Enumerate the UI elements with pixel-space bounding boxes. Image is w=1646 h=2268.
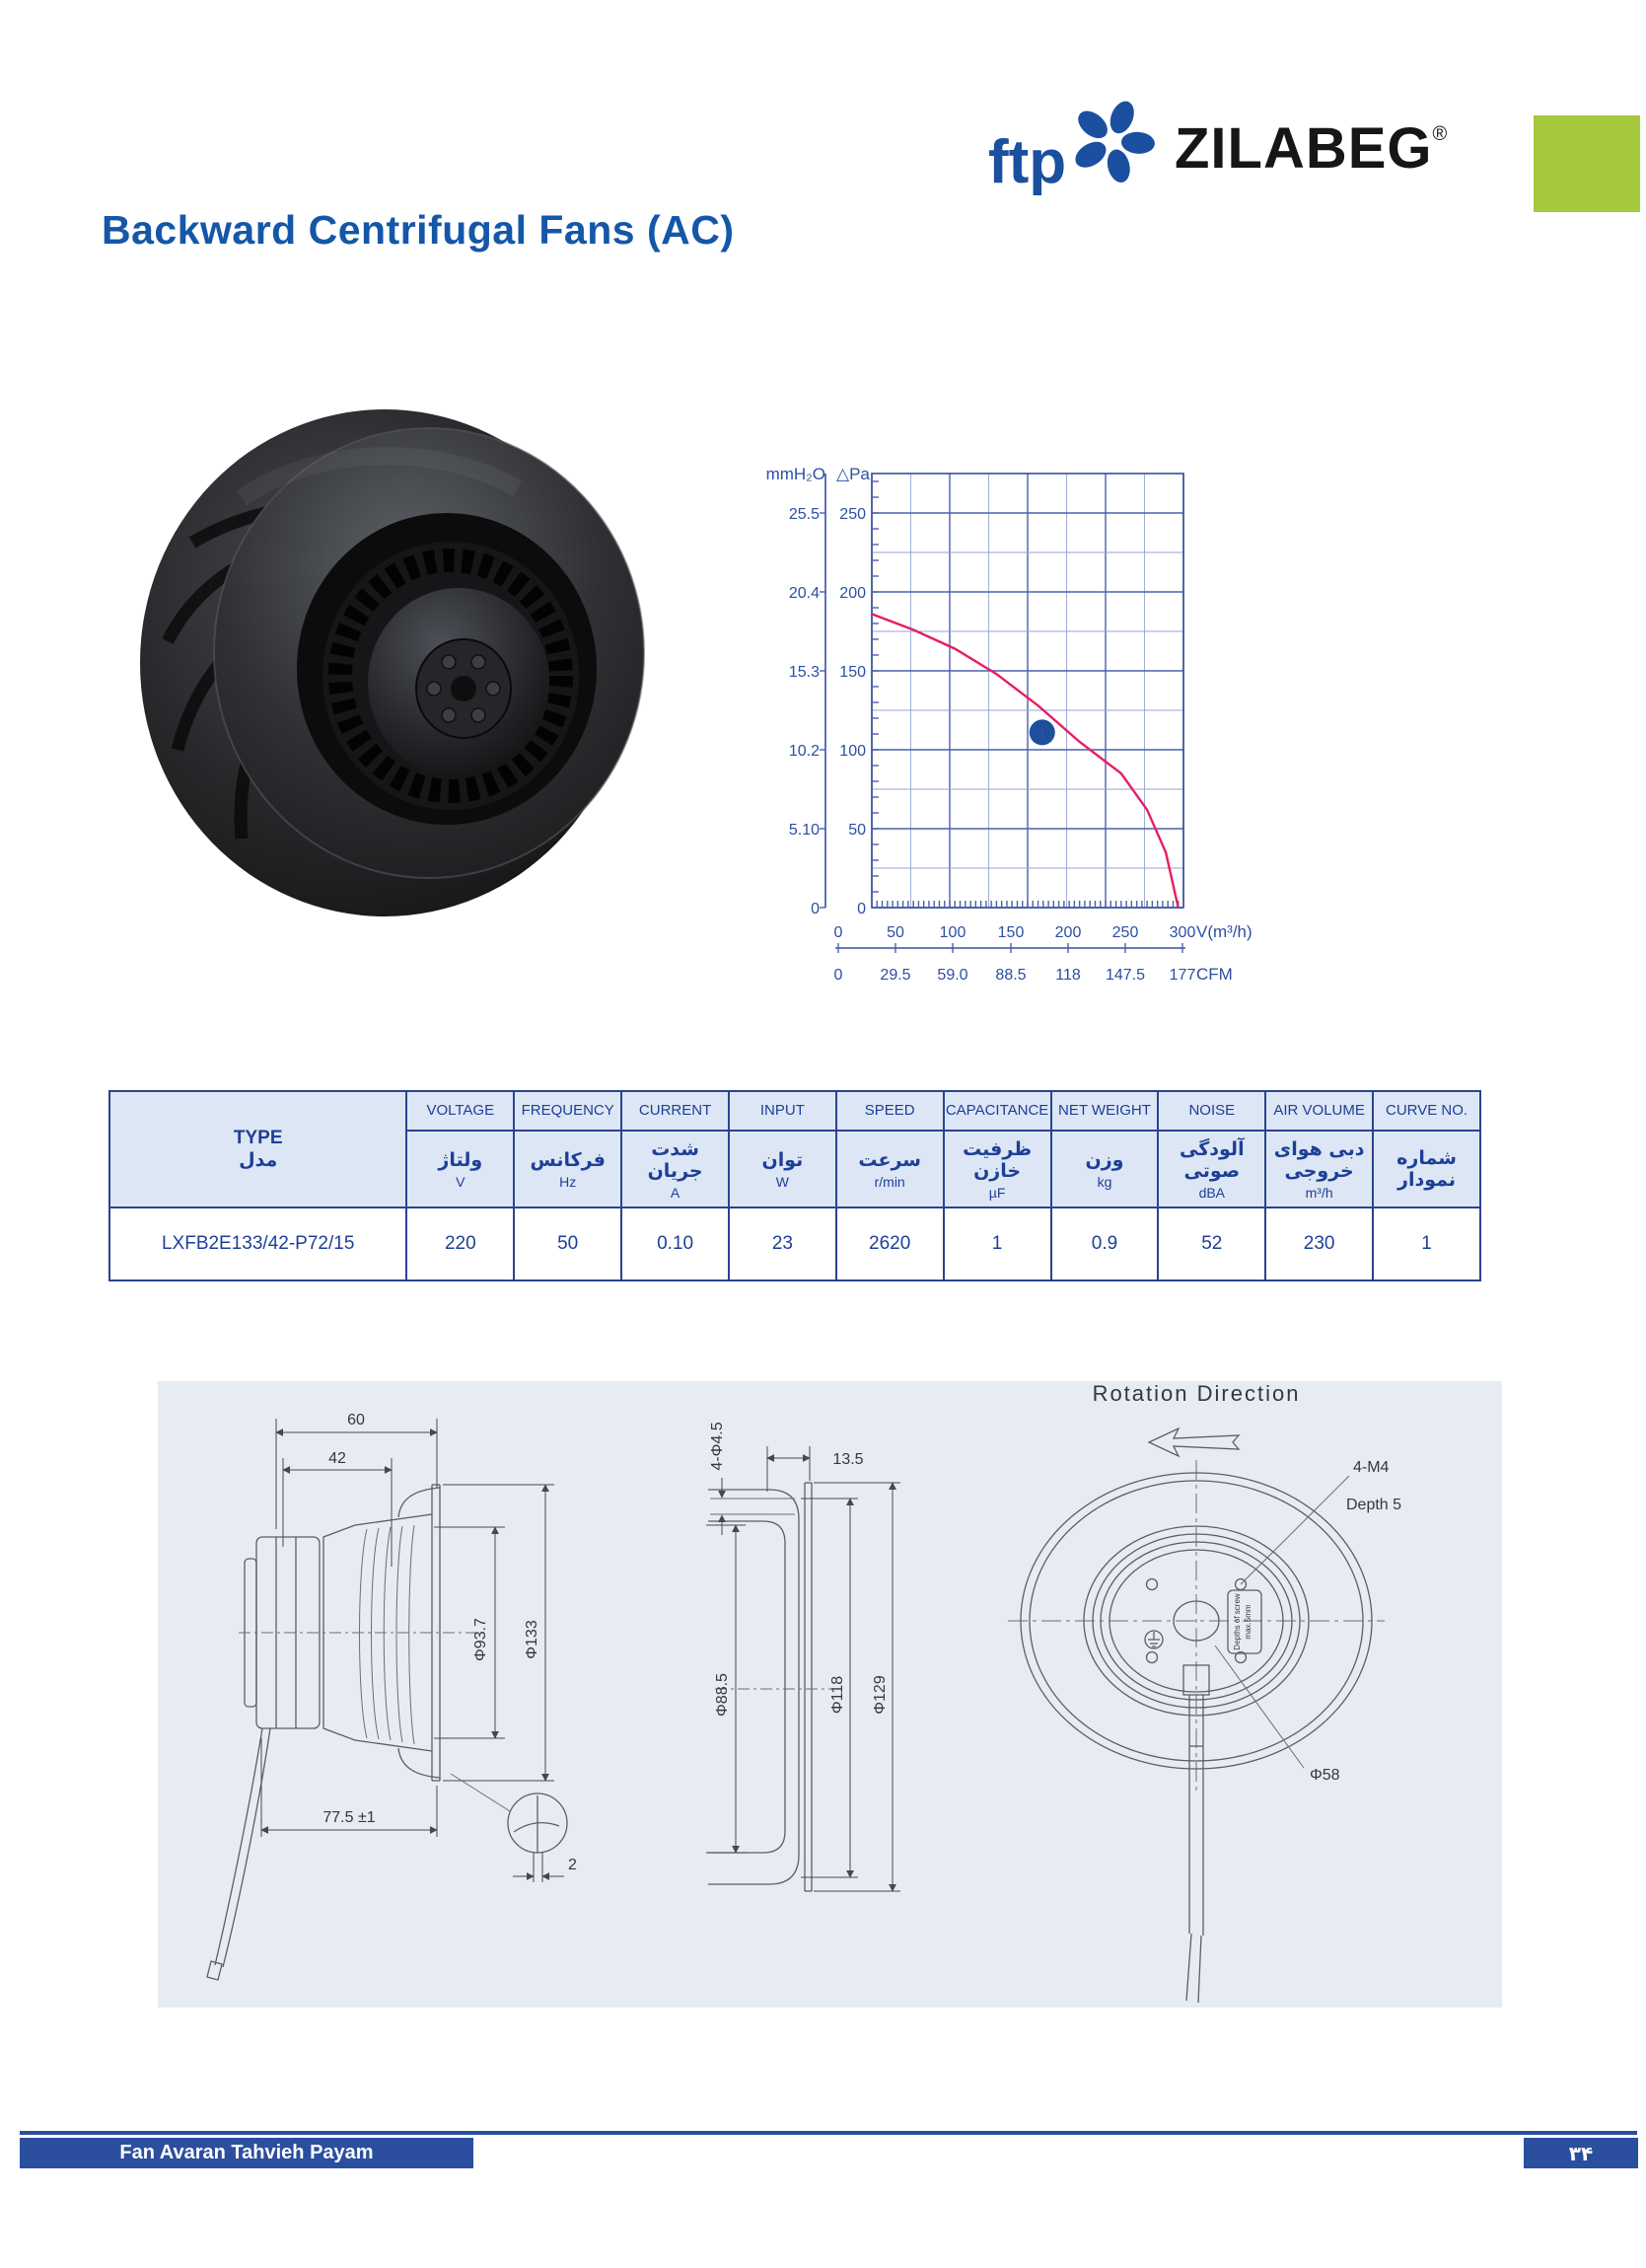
svg-text:59.0: 59.0 — [937, 967, 968, 984]
cell-air-volume: 230 — [1265, 1207, 1373, 1280]
svg-text:ftp: ftp — [988, 128, 1067, 196]
cell-input: 23 — [729, 1207, 836, 1280]
col-header: NET WEIGHT — [1051, 1091, 1159, 1131]
cell-frequency: 50 — [514, 1207, 621, 1280]
col-subheader: ولتاژ V — [406, 1131, 514, 1207]
svg-text:0: 0 — [811, 901, 820, 917]
y-left-axis-title: mmH₂O — [765, 465, 825, 483]
rotation-direction-title: Rotation Direction — [1092, 1381, 1301, 1406]
x-tick-labels — [834, 924, 1196, 941]
footer-rule — [20, 2131, 1637, 2135]
svg-text:88.5: 88.5 — [995, 967, 1027, 984]
cell-voltage: 220 — [406, 1207, 514, 1280]
col-subheader: آلودگی صوتی dBA — [1158, 1131, 1265, 1207]
y-left-tick-labels — [789, 506, 820, 917]
svg-text:10.2: 10.2 — [788, 743, 820, 760]
col-header: CURVE NO. — [1373, 1091, 1480, 1131]
svg-text:0: 0 — [833, 924, 843, 941]
dim-d93-label: Φ93.7 — [472, 1618, 489, 1661]
dim-d118-label: Φ118 — [829, 1675, 846, 1715]
col-subheader: وزن kg — [1051, 1131, 1159, 1207]
svg-text:118: 118 — [1055, 967, 1081, 984]
svg-text:200: 200 — [1054, 924, 1082, 941]
svg-text:300: 300 — [1169, 924, 1196, 941]
svg-text:100: 100 — [939, 924, 966, 941]
dim-42-label: 42 — [328, 1450, 346, 1467]
svg-text:29.5: 29.5 — [880, 967, 911, 984]
holes-label: 4-Φ4.5 — [709, 1422, 726, 1471]
svg-text:150: 150 — [839, 664, 866, 681]
svg-text:0: 0 — [833, 967, 843, 984]
col-header: AIR VOLUME — [1265, 1091, 1373, 1131]
footer-page-number: ۳۴ — [1524, 2138, 1638, 2168]
col-subheader: شدت جریان A — [621, 1131, 729, 1207]
y-right-axis-title: △Pa — [836, 465, 870, 483]
depth-label: Depth 5 — [1346, 1497, 1402, 1513]
brand-green-square — [1534, 115, 1640, 212]
fan-curve-chart — [725, 434, 1307, 1001]
col-subheader: فرکانس Hz — [514, 1131, 621, 1207]
dim-775-label: 77.5 ±1 — [322, 1809, 376, 1826]
cell-curve-no: 1 — [1373, 1207, 1480, 1280]
cell-speed: 2620 — [836, 1207, 944, 1280]
col-subheader: سرعت r/min — [836, 1131, 944, 1207]
col-subheader: دبی هوای خروجی m³/h — [1265, 1131, 1373, 1207]
col-header: CAPACITANCE — [944, 1091, 1051, 1131]
dim-135-label: 13.5 — [832, 1451, 864, 1468]
svg-text:150: 150 — [997, 924, 1025, 941]
chart-grid — [820, 474, 1185, 953]
cell-net-weight: 0.9 — [1051, 1207, 1159, 1280]
svg-text:250: 250 — [839, 506, 866, 523]
dim-60-label: 60 — [347, 1412, 365, 1428]
col-header-type: TYPE مدل — [109, 1091, 406, 1207]
ground-icon — [1145, 1631, 1163, 1648]
svg-text:1: 1 — [1038, 725, 1047, 743]
brand-logo — [986, 84, 1519, 212]
technical-drawings-panel — [158, 1381, 1502, 2008]
dim-d129-label: Φ129 — [872, 1675, 889, 1715]
cfm-tick-labels — [834, 967, 1196, 984]
svg-text:50: 50 — [887, 924, 904, 941]
svg-text:0: 0 — [857, 901, 866, 917]
page-title: Backward Centrifugal Fans (AC) — [102, 207, 735, 253]
spec-table — [108, 1090, 1481, 1281]
col-header: VOLTAGE — [406, 1091, 514, 1131]
chart-curve — [872, 614, 1179, 908]
cell-noise: 52 — [1158, 1207, 1265, 1280]
col-header: INPUT — [729, 1091, 836, 1131]
x-axis-title: V(m³/h) — [1196, 922, 1252, 941]
svg-text:177: 177 — [1169, 967, 1196, 984]
col-header: SPEED — [836, 1091, 944, 1131]
ftp-pinwheel-icon — [986, 84, 1169, 212]
cfm-axis-title: CFM — [1196, 965, 1233, 984]
screw-note-line1: Depths of screw — [1233, 1593, 1242, 1650]
m4-label: 4-M4 — [1353, 1459, 1390, 1476]
drawing-rear-view — [1008, 1381, 1401, 2003]
dim-2-label: 2 — [568, 1857, 577, 1873]
col-header: FREQUENCY — [514, 1091, 621, 1131]
col-subheader: توان W — [729, 1131, 836, 1207]
svg-text:15.3: 15.3 — [788, 664, 820, 681]
fan-product-photo — [133, 395, 661, 932]
cell-type: LXFB2E133/42-P72/15 — [109, 1207, 406, 1280]
col-header: NOISE — [1158, 1091, 1265, 1131]
svg-text:147.5: 147.5 — [1105, 967, 1146, 984]
rotation-arrow-icon — [1149, 1428, 1239, 1456]
cell-current: 0.10 — [621, 1207, 729, 1280]
svg-text:5.10: 5.10 — [788, 822, 820, 839]
col-header: CURRENT — [621, 1091, 729, 1131]
screw-note-line2: max.5mm — [1244, 1604, 1252, 1640]
footer-company: Fan Avaran Tahvieh Payam — [20, 2138, 473, 2168]
svg-text:250: 250 — [1111, 924, 1139, 941]
table-row — [109, 1207, 1480, 1280]
drawings-svg — [158, 1381, 1502, 2008]
svg-text:20.4: 20.4 — [788, 585, 820, 602]
dim-d885-label: Φ88.5 — [714, 1673, 731, 1717]
svg-text:200: 200 — [839, 585, 866, 602]
col-subheader: ظرفیت خازن µF — [944, 1131, 1051, 1207]
svg-text:50: 50 — [848, 822, 866, 839]
col-subheader: شماره نمودار — [1373, 1131, 1480, 1207]
registered-mark: ® — [1432, 122, 1449, 145]
d58-label: Φ58 — [1310, 1767, 1340, 1784]
drawing-flange-section — [706, 1422, 900, 1891]
y-right-tick-labels — [839, 506, 866, 917]
brand-name: ZILABEG® — [1175, 115, 1449, 181]
svg-text:100: 100 — [839, 743, 866, 760]
dim-d133-label: Φ133 — [524, 1620, 540, 1659]
svg-text:25.5: 25.5 — [788, 506, 820, 523]
drawing-side-view — [207, 1412, 577, 1980]
cell-capacitance: 1 — [944, 1207, 1051, 1280]
